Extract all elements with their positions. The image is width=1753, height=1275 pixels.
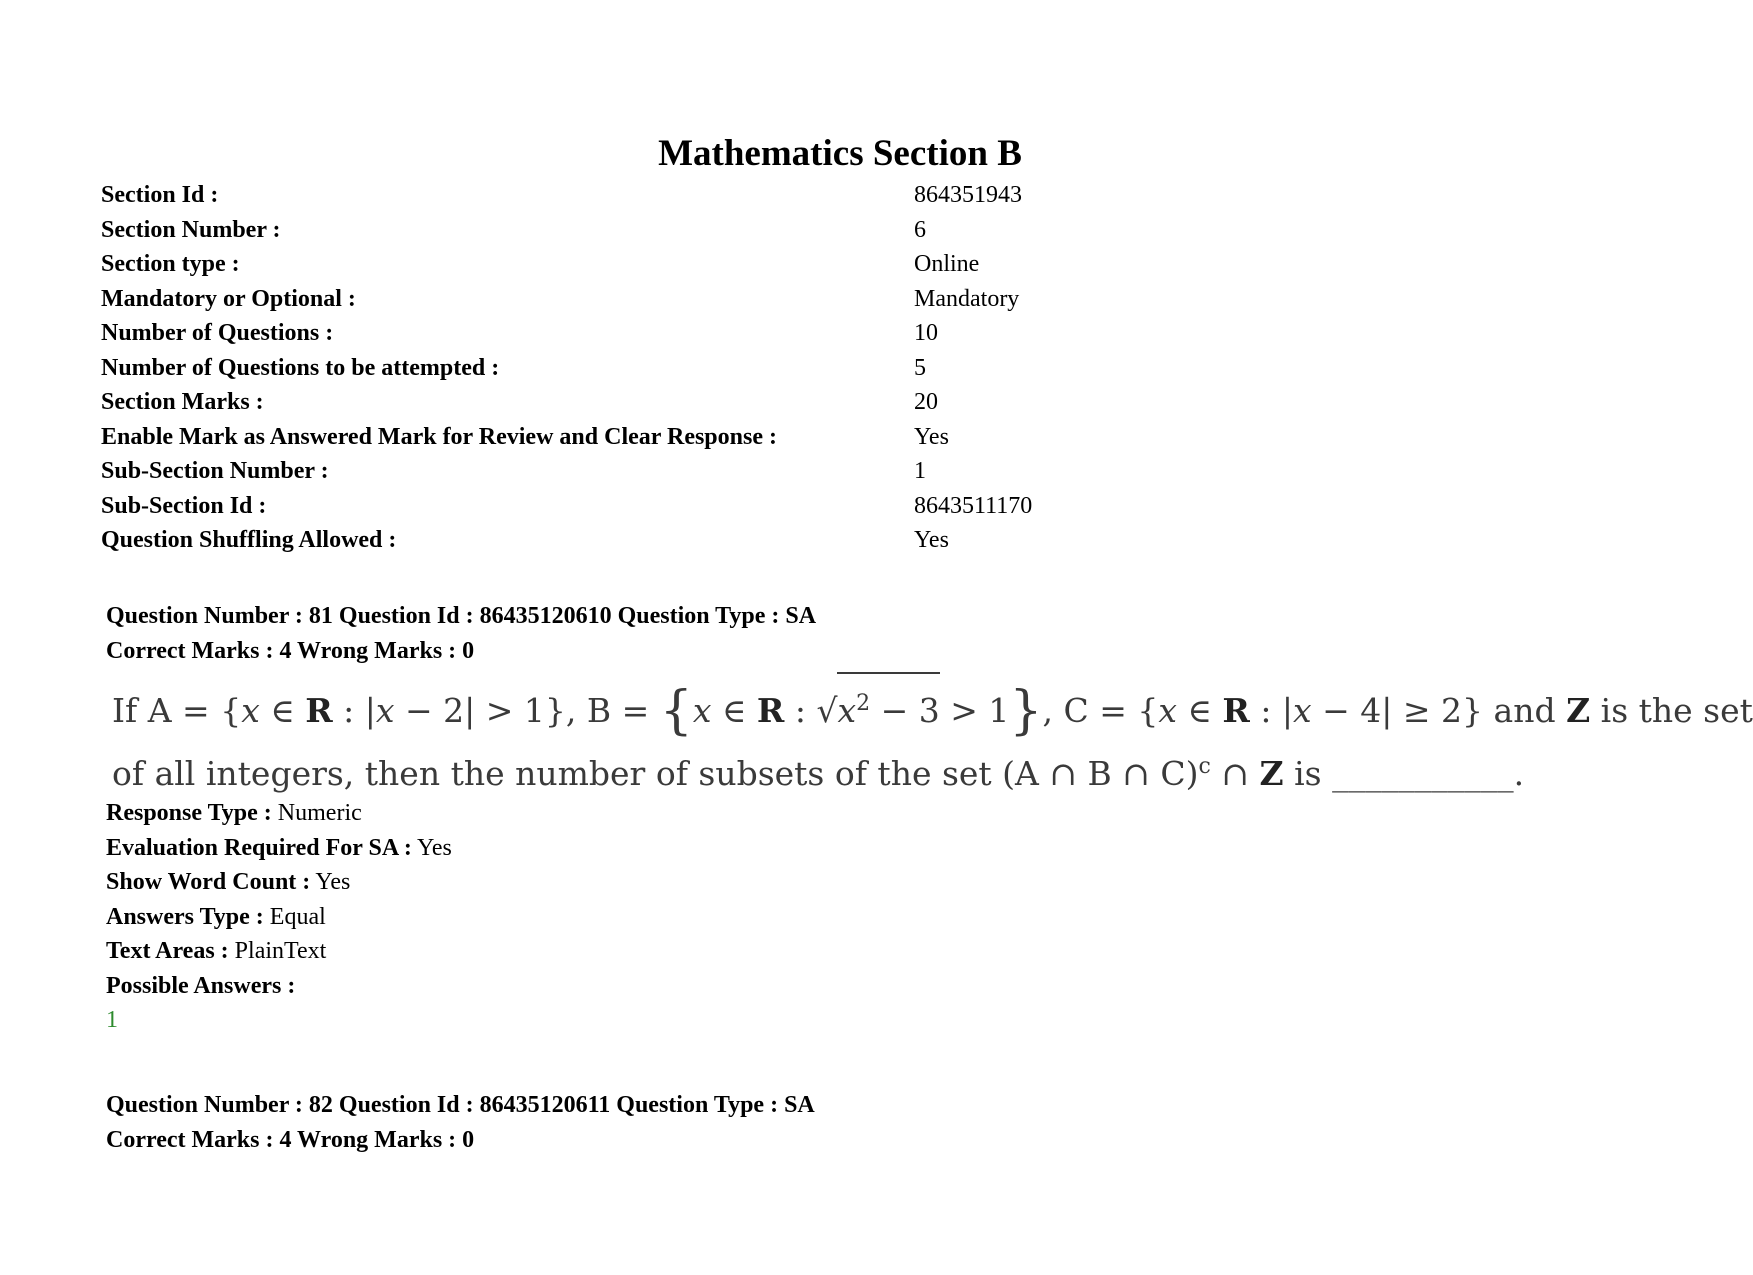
info-value: Yes [914,423,949,450]
superscript: 2 [856,691,871,716]
math-variable: x [1158,691,1177,730]
info-value: Online [914,251,980,277]
text-segment: − 2| > 1}, B = [394,691,660,730]
math-variable: x [375,691,395,730]
info-value: 1 [914,458,926,484]
brace-close: } [1009,681,1043,741]
detail-label: Text Areas : [106,938,229,964]
detail-value: PlainText [228,938,327,964]
info-label: Section Number : [101,216,281,243]
detail-row [106,865,452,900]
question-marks: Correct Marks : 4 Wrong Marks : 0 [106,637,475,664]
info-label: Section type : [101,251,240,277]
sqrt-radicand [837,672,939,739]
question-header: Question Number : 81 Question Id : 86435120610 Question Type : SA [106,603,817,629]
math-set-symbol: R [1222,691,1250,730]
text-segment: is the set [1590,691,1753,730]
text-segment: : √ [784,691,838,730]
question-81-header-block [106,599,816,668]
info-value: 8643511170 [914,492,1033,519]
question-header: Question Number : 82 Question Id : 86435120611 Question Type : SA [106,1092,815,1118]
brace-open: { [659,681,693,741]
detail-label: Possible Answers : [106,972,296,999]
text-segment: ∈ [1176,691,1223,730]
info-label: Enable Mark as Answered Mark for Review and Clear Response : [101,423,777,450]
math-set-symbol: R [756,691,785,730]
text-segment: : | [1249,691,1294,730]
info-label: Sub-Section Id : [101,492,267,519]
question-82-header-block [106,1088,815,1157]
text-segment: , C = { [1042,691,1159,730]
info-label: Number of Questions : [101,320,334,346]
text-segment: : | [332,691,376,730]
detail-row [106,934,452,969]
math-set-symbol: Z [1259,754,1284,793]
info-label: Section Id : [101,182,219,208]
text-segment: ∈ [711,691,757,730]
detail-label: Show Word Count : [106,869,311,895]
detail-value: Equal [263,903,326,930]
detail-label: Answers Type : [106,903,264,930]
math-set-symbol: Z [1566,691,1591,730]
info-label: Section Marks : [101,389,264,415]
detail-label: Evaluation Required For SA : [106,834,412,861]
detail-row [106,900,452,935]
text-segment: is ___________. [1283,754,1525,793]
detail-label: Response Type : [106,800,272,826]
info-value: Yes [914,527,949,553]
info-value: 5 [914,354,926,381]
question-81-details [106,796,452,1038]
info-value: Mandatory [914,285,1020,312]
info-value: 20 [914,389,938,415]
text-segment: − 4| ≥ 2} and [1311,691,1567,730]
info-label: Question Shuffling Allowed : [101,527,397,553]
info-value: 864351943 [914,182,1022,208]
question-text-line-2 [112,739,1592,802]
text-segment: ∈ [259,691,306,730]
text-segment: If A = { [112,691,242,730]
detail-row [106,831,452,866]
math-variable: x [837,691,857,730]
info-label: Number of Questions to be attempted : [101,354,500,381]
question-marks: Correct Marks : 4 Wrong Marks : 0 [106,1126,475,1153]
possible-answer: 1 [106,1007,118,1033]
info-value: 6 [914,216,926,243]
text-segment: − 3 [870,691,940,730]
question-81-text [112,672,1753,802]
math-variable: x [241,691,260,730]
detail-value: Yes [310,869,351,895]
detail-row [106,796,452,831]
detail-value: Numeric [271,800,362,826]
text-segment: of all integers, then the number of subsets of the set (A ∩ B ∩ C) [112,754,1199,793]
page-title: Mathematics Section B [658,133,1022,174]
info-label: Mandatory or Optional : [101,285,356,312]
question-text-line-1 [112,672,1753,741]
math-variable: x [692,691,712,730]
text-segment: ∩ [1210,754,1260,793]
superscript: c [1198,754,1211,779]
text-segment: > 1 [939,691,1010,730]
detail-row [106,969,452,1004]
math-variable: x [1293,691,1312,730]
info-value: 10 [914,320,938,346]
detail-value: Yes [411,834,452,861]
math-set-symbol: R [305,691,333,730]
info-label: Sub-Section Number : [101,458,329,484]
